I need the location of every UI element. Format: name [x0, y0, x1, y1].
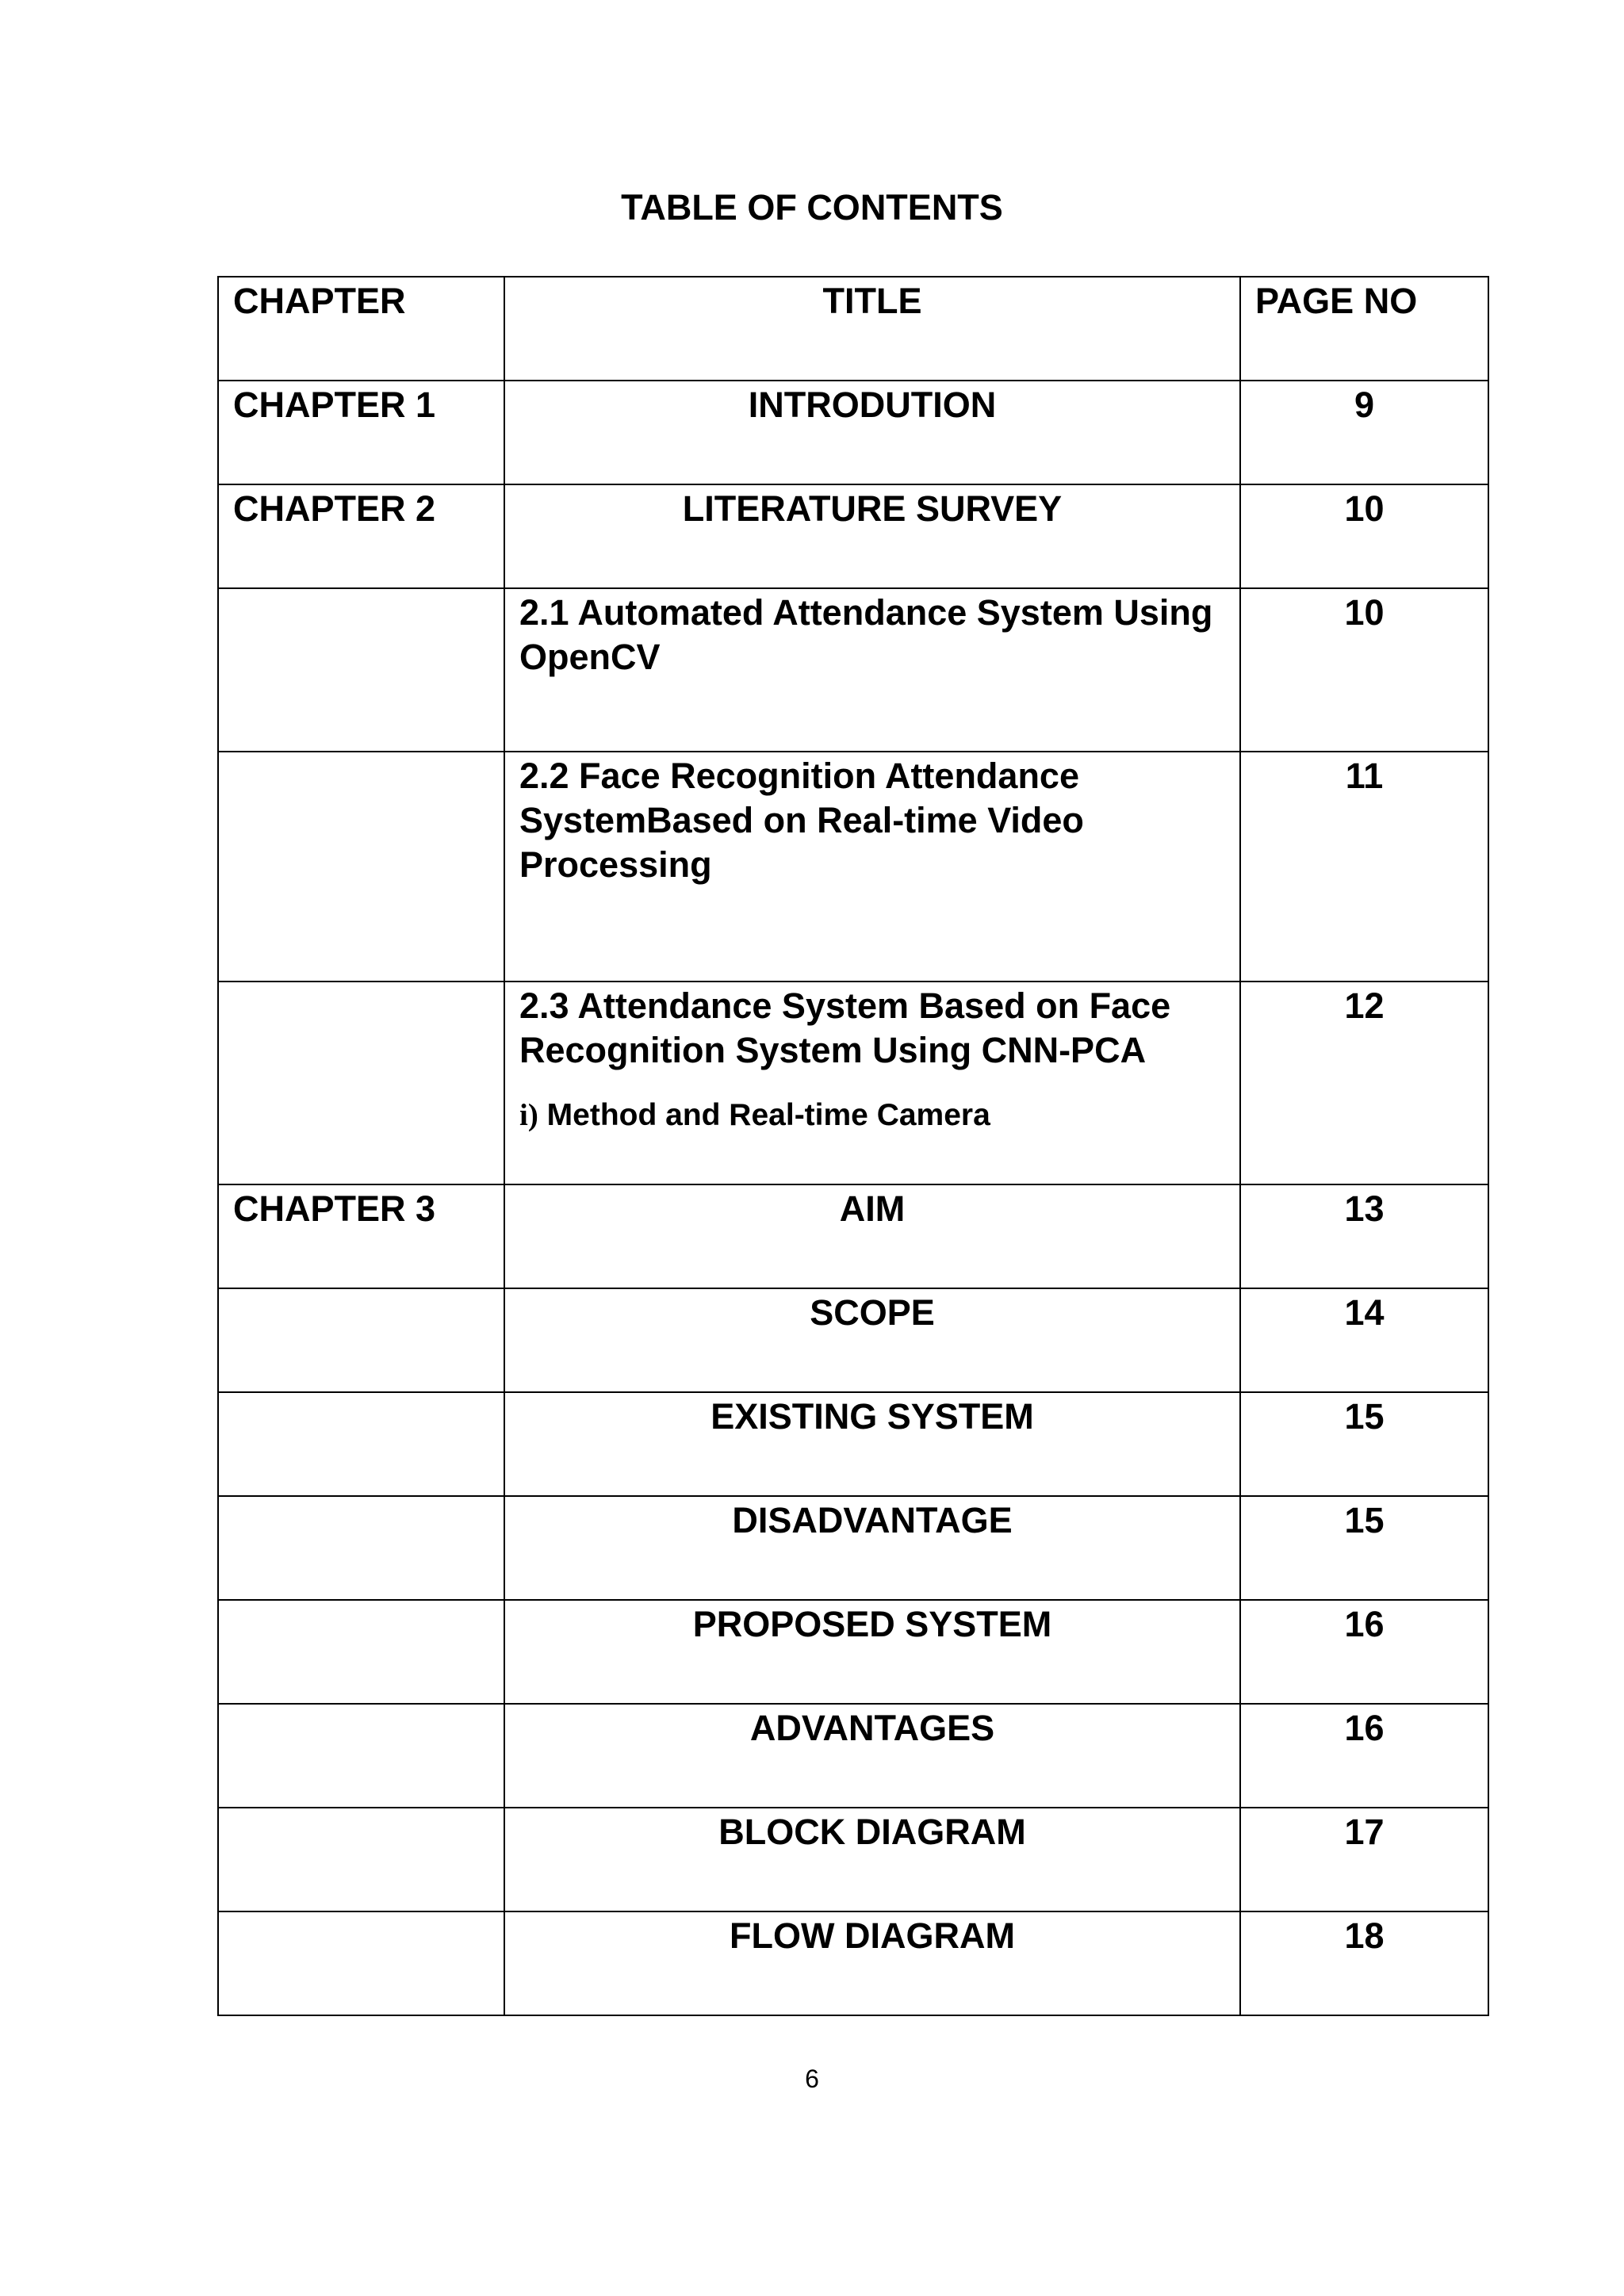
row-chapter [218, 1288, 504, 1392]
row-chapter [218, 1496, 504, 1600]
row-page: 9 [1240, 381, 1488, 484]
row-title: PROPOSED SYSTEM [504, 1600, 1240, 1704]
row-page: 15 [1240, 1496, 1488, 1600]
row-page: 12 [1240, 982, 1488, 1184]
row-page: 11 [1240, 752, 1488, 982]
row-page: 16 [1240, 1600, 1488, 1704]
table-row [218, 381, 1488, 484]
row-title: INTRODUTION [504, 381, 1240, 484]
row-title [504, 752, 1240, 982]
row-title-line: 2.2 Face Recognition Attendance [519, 756, 1079, 796]
table-row [218, 588, 1488, 752]
row-title-line: Processing [519, 844, 712, 885]
row-page: 17 [1240, 1808, 1488, 1911]
table-row [218, 1184, 1488, 1288]
row-chapter [218, 1704, 504, 1808]
row-sub-item [519, 1096, 1239, 1135]
table-row [218, 752, 1488, 982]
row-title-line: 2.1 Automated Attendance System Using [519, 592, 1213, 633]
row-chapter [218, 982, 504, 1184]
row-title: FLOW DIAGRAM [504, 1911, 1240, 2015]
row-chapter [218, 1392, 504, 1496]
row-title [504, 588, 1240, 752]
row-chapter [218, 1600, 504, 1704]
row-title-line: 2.3 Attendance System Based on Face [519, 985, 1171, 1026]
table-row [218, 1600, 1488, 1704]
sub-item-text: Method and Real-time Camera [546, 1098, 990, 1132]
header-title: TITLE [504, 277, 1240, 381]
table-row [218, 1911, 1488, 2015]
row-chapter: CHAPTER 2 [218, 484, 504, 588]
header-chapter: CHAPTER [218, 277, 504, 381]
row-title: DISADVANTAGE [504, 1496, 1240, 1600]
row-title: AIM [504, 1184, 1240, 1288]
table-row [218, 1392, 1488, 1496]
row-title: ADVANTAGES [504, 1704, 1240, 1808]
row-chapter [218, 1808, 504, 1911]
row-title-line: Recognition System Using CNN-PCA [519, 1030, 1147, 1070]
table-row [218, 484, 1488, 588]
row-title-line: OpenCV [519, 637, 661, 677]
row-page: 13 [1240, 1184, 1488, 1288]
row-title: LITERATURE SURVEY [504, 484, 1240, 588]
table-row [218, 1704, 1488, 1808]
row-page: 10 [1240, 484, 1488, 588]
row-page: 18 [1240, 1911, 1488, 2015]
page-number: 6 [805, 2064, 819, 2093]
sub-item-marker: i) [519, 1098, 538, 1132]
row-page: 16 [1240, 1704, 1488, 1808]
header-page-no: PAGE NO [1240, 277, 1488, 381]
row-title: SCOPE [504, 1288, 1240, 1392]
row-title: BLOCK DIAGRAM [504, 1808, 1240, 1911]
row-chapter [218, 588, 504, 752]
toc-table [217, 276, 1489, 2016]
page-title: TABLE OF CONTENTS [621, 187, 1003, 228]
row-chapter [218, 1911, 504, 2015]
row-chapter: CHAPTER 3 [218, 1184, 504, 1288]
row-chapter: CHAPTER 1 [218, 381, 504, 484]
table-row [218, 1496, 1488, 1600]
table-row [218, 1288, 1488, 1392]
row-title-line: SystemBased on Real-time Video [519, 800, 1084, 840]
row-page: 14 [1240, 1288, 1488, 1392]
row-chapter [218, 752, 504, 982]
table-header-row [218, 277, 1488, 381]
row-page: 10 [1240, 588, 1488, 752]
row-title: EXISTING SYSTEM [504, 1392, 1240, 1496]
table-row [218, 982, 1488, 1184]
table-row [218, 1808, 1488, 1911]
row-title [504, 982, 1240, 1184]
row-page: 15 [1240, 1392, 1488, 1496]
